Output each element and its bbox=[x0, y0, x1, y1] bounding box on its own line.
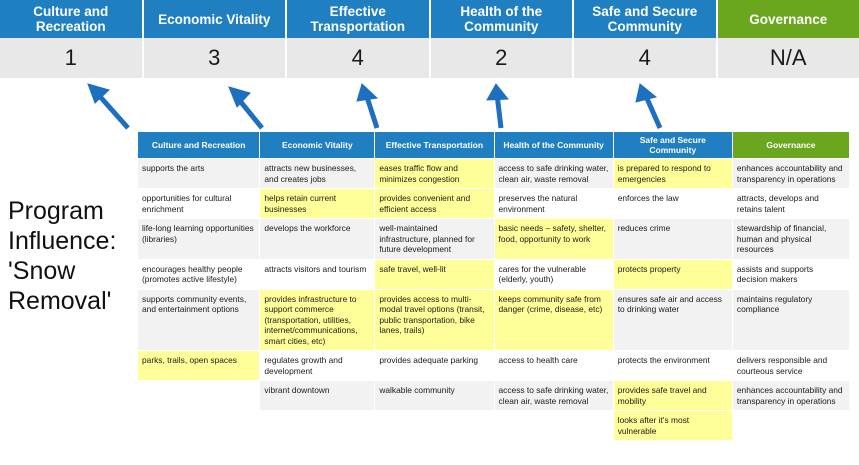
matrix-cell: supports community events, and entertainment options bbox=[138, 289, 260, 351]
scorecard-header-band bbox=[0, 0, 859, 38]
matrix-cell: access to health care bbox=[494, 351, 613, 381]
matrix-cell: stewardship of financial, human and physical resources bbox=[732, 219, 849, 260]
matrix-cell: access to safe drinking water, clean air, waste removal bbox=[494, 381, 613, 411]
score-value-culture: 1 bbox=[0, 38, 144, 78]
scorecard-header-governance bbox=[718, 0, 859, 38]
score-value-health: 2 bbox=[431, 38, 575, 78]
matrix-cell: attracts visitors and tourism bbox=[260, 259, 375, 289]
matrix-header-row bbox=[138, 132, 850, 159]
matrix-cell: protects the environment bbox=[613, 351, 732, 381]
matrix-cell: provides adequate parking bbox=[375, 351, 494, 381]
matrix-header-governance: Governance bbox=[732, 132, 849, 159]
matrix-cell: is prepared to respond to emergencies bbox=[613, 159, 732, 189]
matrix-cell: supports the arts bbox=[138, 159, 260, 189]
matrix-cell: preserves the natural environment bbox=[494, 189, 613, 219]
matrix-cell-empty bbox=[138, 411, 260, 441]
score-value-safety: 4 bbox=[574, 38, 718, 78]
matrix-cell: access to safe drinking water, clean air, waste removal bbox=[494, 159, 613, 189]
matrix-cell: walkable community bbox=[375, 381, 494, 411]
matrix-cell: provides infrastructure to support commerce (transportation, utilities, internet/communications, smart cities, etc) bbox=[260, 289, 375, 351]
scorecard-header-label: Governance bbox=[749, 11, 828, 27]
matrix-header-transportation: Effective Transportation bbox=[375, 132, 494, 159]
scorecard-header-label: Economic Vitality bbox=[158, 11, 271, 27]
arrow-icon-health bbox=[487, 84, 508, 128]
scorecard-header-safety bbox=[574, 0, 718, 38]
matrix-cell: develops the workforce bbox=[260, 219, 375, 260]
score-value-transportation: 4 bbox=[287, 38, 431, 78]
matrix-cell-empty bbox=[375, 411, 494, 441]
matrix-cell: parks, trails, open spaces bbox=[138, 351, 260, 381]
program-influence-caption: Program Influence: 'Snow Removal' bbox=[8, 197, 117, 315]
matrix-cell: reduces crime bbox=[613, 219, 732, 260]
table-row bbox=[138, 289, 850, 351]
score-value-governance: N/A bbox=[769, 45, 807, 70]
scorecard-header-label: Culture and Recreation bbox=[33, 4, 109, 34]
matrix-cell: well-maintained infrastructure, planned for future development bbox=[375, 219, 494, 260]
table-row bbox=[138, 259, 850, 289]
matrix-header-health: Health of the Community bbox=[494, 132, 613, 159]
matrix-cell: provides convenient and efficient access bbox=[375, 189, 494, 219]
matrix-cell: life-long learning opportunities (libraries) bbox=[138, 219, 260, 260]
matrix-cell: assists and supports decision makers bbox=[732, 259, 849, 289]
arrow-icon-culture bbox=[88, 84, 128, 128]
table-row bbox=[138, 219, 850, 260]
matrix-header-culture: Culture and Recreation bbox=[138, 132, 260, 159]
matrix-cell: opportunities for cultural enrichment bbox=[138, 189, 260, 219]
matrix-cell: protects property bbox=[613, 259, 732, 289]
scorecard-header-transportation bbox=[287, 0, 431, 38]
matrix-cell: enforces the law bbox=[613, 189, 732, 219]
matrix-cell: provides safe travel and mobility bbox=[613, 381, 732, 411]
table-row bbox=[138, 189, 850, 219]
matrix-cell-empty bbox=[260, 411, 375, 441]
matrix-cell: cares for the vulnerable (elderly, youth) bbox=[494, 259, 613, 289]
influence-matrix bbox=[137, 131, 850, 441]
arrow-icon-economic bbox=[229, 87, 262, 128]
score-value-economic: 3 bbox=[144, 38, 288, 78]
matrix-cell: encourages healthy people (promotes active lifestyle) bbox=[138, 259, 260, 289]
arrow-icon-safety bbox=[636, 84, 660, 128]
arrow-icon-transportation bbox=[357, 84, 377, 128]
scorecard-header-label: Health of the Community bbox=[460, 4, 543, 34]
table-row bbox=[138, 159, 850, 189]
matrix-header-safety: Safe and Secure Community bbox=[613, 132, 732, 159]
matrix-cell: safe travel, well-lit bbox=[375, 259, 494, 289]
matrix-cell: looks after it's most vulnerable bbox=[613, 411, 732, 441]
matrix-cell: enhances accountability and transparency in operations bbox=[732, 159, 849, 189]
matrix-cell: vibrant downtown bbox=[260, 381, 375, 411]
matrix-cell: basic needs – safety, shelter, food, opportunity to work bbox=[494, 219, 613, 260]
matrix-cell: helps retain current businesses bbox=[260, 189, 375, 219]
matrix-cell: ensures safe air and access to drinking water bbox=[613, 289, 732, 351]
scorecard-header-health bbox=[431, 0, 575, 38]
arrow-group bbox=[0, 78, 859, 136]
matrix-cell: regulates growth and development bbox=[260, 351, 375, 381]
scorecard-header-culture bbox=[0, 0, 144, 38]
table-row bbox=[138, 351, 850, 381]
table-row bbox=[138, 411, 850, 441]
scorecard-header-label: Safe and Secure Community bbox=[592, 4, 698, 34]
score-band bbox=[0, 38, 859, 78]
matrix-cell: attracts new businesses, and creates jobs bbox=[260, 159, 375, 189]
matrix-cell: eases traffic flow and minimizes congestion bbox=[375, 159, 494, 189]
matrix-cell-empty bbox=[138, 381, 260, 411]
matrix-cell: provides access to multi-modal travel options (transit, public transportation, bike lanes, trails) bbox=[375, 289, 494, 351]
matrix-header-economic: Economic Vitality bbox=[260, 132, 375, 159]
table-row bbox=[138, 381, 850, 411]
matrix-cell: attracts, develops and retains talent bbox=[732, 189, 849, 219]
matrix-cell: keeps community safe from danger (crime, disease, etc) bbox=[494, 289, 613, 351]
scorecard-header-label: Effective Transportation bbox=[310, 4, 405, 34]
matrix-cell: maintains regulatory compliance bbox=[732, 289, 849, 351]
matrix-cell-empty bbox=[494, 411, 613, 441]
matrix-cell: delivers responsible and courteous service bbox=[732, 351, 849, 381]
scorecard-header-economic bbox=[144, 0, 288, 38]
matrix-cell: enhances accountability and transparency in operations bbox=[732, 381, 849, 411]
matrix-cell-empty bbox=[732, 411, 849, 441]
